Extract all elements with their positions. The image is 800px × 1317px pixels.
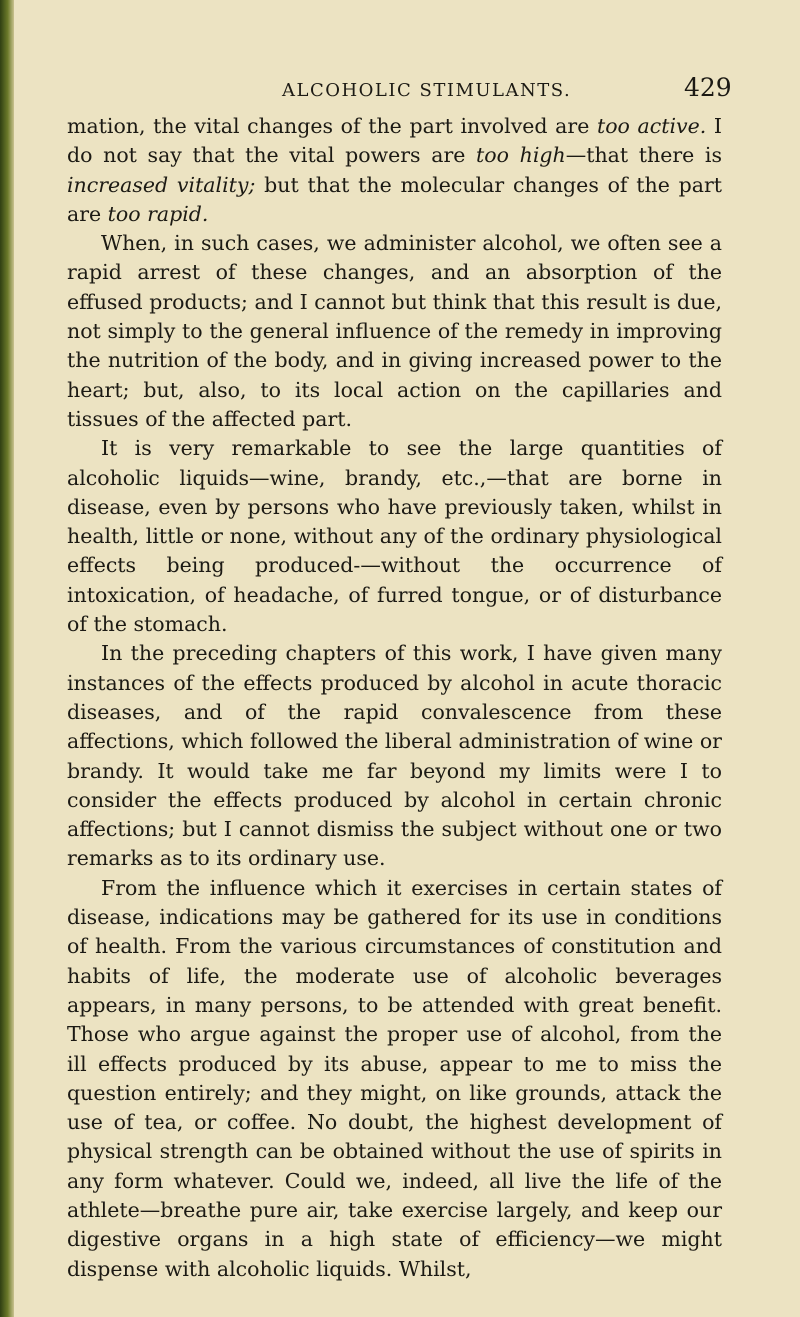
book-spine-edge xyxy=(0,0,14,1317)
paragraph xyxy=(67,229,722,434)
text-run: I do not say that the vital powers are xyxy=(67,114,722,168)
text-run: mation, the vital changes of the part involved are xyxy=(67,114,597,138)
italic-phrase: increased vitality; xyxy=(67,172,256,197)
text-run: —that there is xyxy=(565,143,723,168)
paragraph xyxy=(67,112,722,229)
running-header: ALCOHOLIC STIMULANTS. xyxy=(282,80,572,101)
paragraph xyxy=(67,639,722,873)
book-page xyxy=(14,0,800,1317)
text-run: It is very remarkable to see the large quantities of alcoholic liquids—wine, brandy, etc.,—that are borne in disease, even by persons who have previously taken, whilst in health, little or none, without any of the ordinary physiological effects being produced-—without the occurrence of intoxication, of headache, of furred tongue, or of disturbance of the stomach. xyxy=(67,436,722,637)
italic-phrase: too active. xyxy=(596,114,707,138)
paragraph xyxy=(67,434,722,639)
text-run: When, in such cases, we administer alcohol, we often see a rapid arrest of these changes, and an absorption of the effused products; and I cannot but think that this result is due, not simply to the general influence of the remedy in improving the nutrition of the body, and in giving increased power to the heart; but, also, to its local action on the capillaries and tissues of the affected part. xyxy=(67,231,722,431)
text-run: From the influence which it exercises in certain states of disease, indications may be gathered for its use in conditions of health. From the various circumstances of constitution and habits of life, the moderate use of alcoholic beverages appears, in many persons, to be attended with great benefit. Those who argue against the proper use of alcohol, from the ill effects produced by its abuse, appear to me to miss the question entirely; and they might, on like grounds, attack the use of tea, or coffee. No doubt, the highest development of physical strength can be obtained without the use of spirits in any form whatever. Could we, indeed, all live the life of the athlete—breathe pure air, take exercise largely, and keep our digestive organs in a high state of efficiency—we might dispense with alcoholic liquids. Whilst, xyxy=(67,875,722,1281)
paragraph xyxy=(67,874,722,1284)
italic-phrase: too rapid. xyxy=(107,201,209,226)
italic-phrase: too high xyxy=(476,143,566,168)
page-number: 429 xyxy=(684,73,732,102)
text-run: In the preceding chapters of this work, I have given many instances of the effects produced by alcohol in acute thoracic diseases, and of the rapid convalescence from these affections, which followed the liberal administration of wine or brandy. It would take me far beyond my limits were I to consider the effects produced by alcohol in certain chronic affections; but I cannot dismiss the subject without one or two remarks as to its ordinary use. xyxy=(67,641,722,871)
body-text xyxy=(67,112,722,1284)
text-run: but that the molecular changes of the part are xyxy=(67,172,723,226)
